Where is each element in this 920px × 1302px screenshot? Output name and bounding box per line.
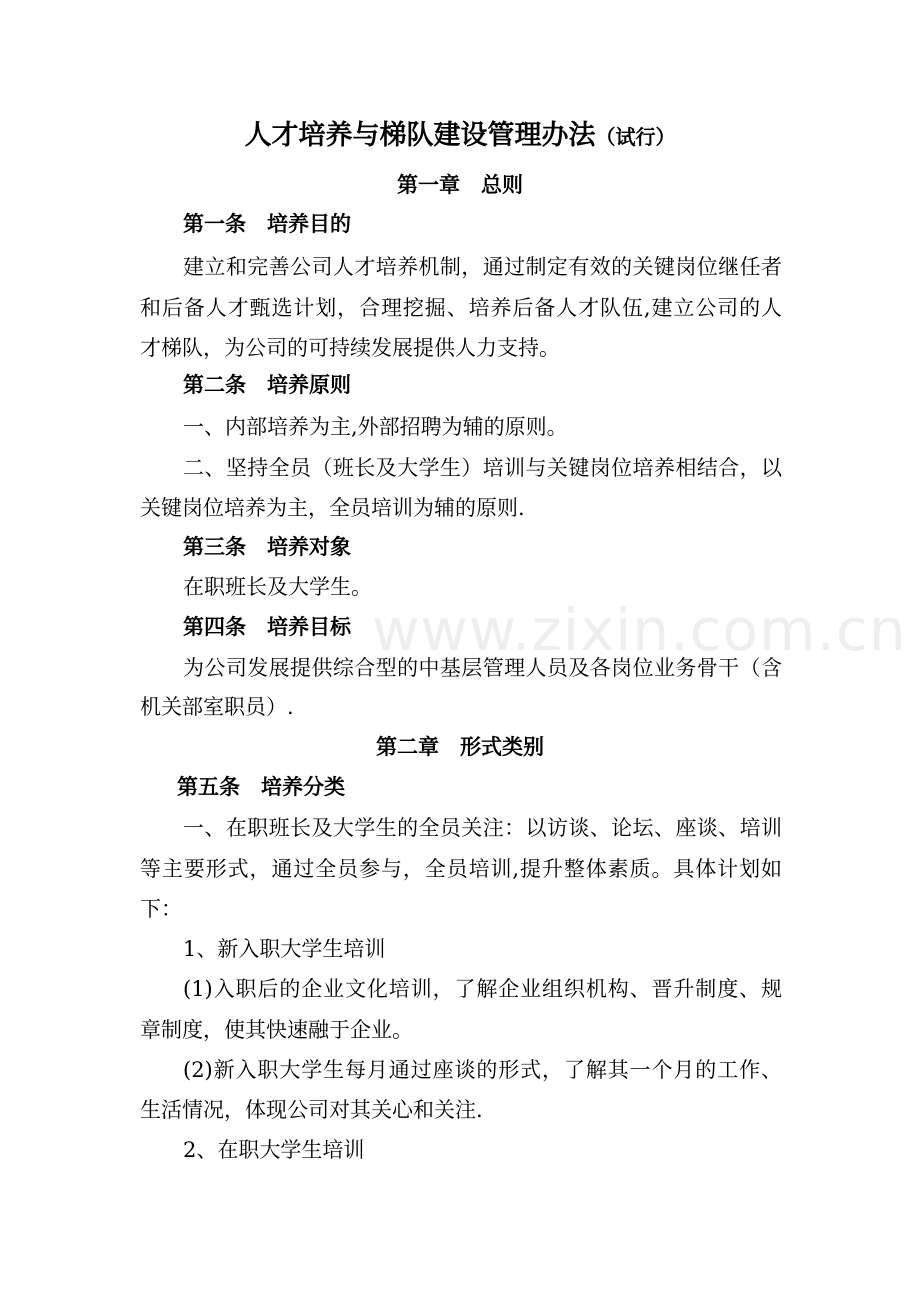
paragraph-line: 建立和完善公司人才培养机制，通过制定有效的关键岗位继任者 (183, 255, 782, 279)
paragraph-line: 为公司发展提供综合型的中基层管理人员及各岗位业务骨干（含 (183, 656, 782, 680)
title-main: 人才培养与梯队建设管理办法 (244, 120, 596, 151)
article-heading: 第四条 培养目标 (183, 614, 351, 639)
paragraph-line: 才梯队，为公司的可持续发展提供人力支持。 (140, 336, 560, 360)
paragraph-line: 等主要形式，通过全员参与，全员培训,提升整体素质。具体计划如 (140, 857, 782, 881)
watermark: www.zixin.com.cn (372, 596, 907, 664)
list-item: 2、在职大学生培训 (183, 1138, 365, 1162)
paragraph-line: 和后备人才甄选计划，合理挖掘、培养后备人才队伍,建立公司的人 (140, 296, 782, 320)
paragraph-line: 下： (140, 897, 182, 921)
chapter-heading: 第二章 形式类别 (376, 734, 544, 759)
chapter-heading: 第一章 总则 (397, 172, 523, 197)
paragraph-line: 一、内部培养为主,外部招聘为辅的原则。 (183, 415, 568, 439)
article-heading: 第三条 培养对象 (183, 534, 351, 559)
paragraph-line: 生活情况，体现公司对其关心和关注. (140, 1098, 483, 1122)
list-item: (1)入职后的企业文化培训，了解企业组织机构、晋升制度、规 (183, 977, 782, 1001)
paragraph-line: 章制度，使其快速融于企业。 (140, 1018, 413, 1042)
paragraph-line: 一、在职班长及大学生的全员关注：以访谈、论坛、座谈、培训 (183, 816, 782, 840)
document-title (0, 118, 920, 155)
article-heading: 第二条 培养原则 (183, 372, 351, 397)
paragraph-line: 在职班长及大学生。 (183, 575, 372, 599)
paragraph-line: 关键岗位培养为主，全员培训为辅的原则. (140, 496, 525, 520)
article-heading: 第五条 培养分类 (177, 774, 345, 799)
list-item: 1、新入职大学生培训 (183, 937, 386, 961)
title-suffix: （试行） (595, 125, 676, 149)
paragraph-line: 机关部室职员）. (140, 695, 294, 719)
list-item: (2)新入职大学生每月通过座谈的形式，了解其一个月的工作、 (183, 1058, 782, 1082)
article-heading: 第一条 培养目的 (183, 211, 351, 236)
paragraph-line: 二、坚持全员（班长及大学生）培训与关键岗位培养相结合，以 (183, 456, 782, 480)
